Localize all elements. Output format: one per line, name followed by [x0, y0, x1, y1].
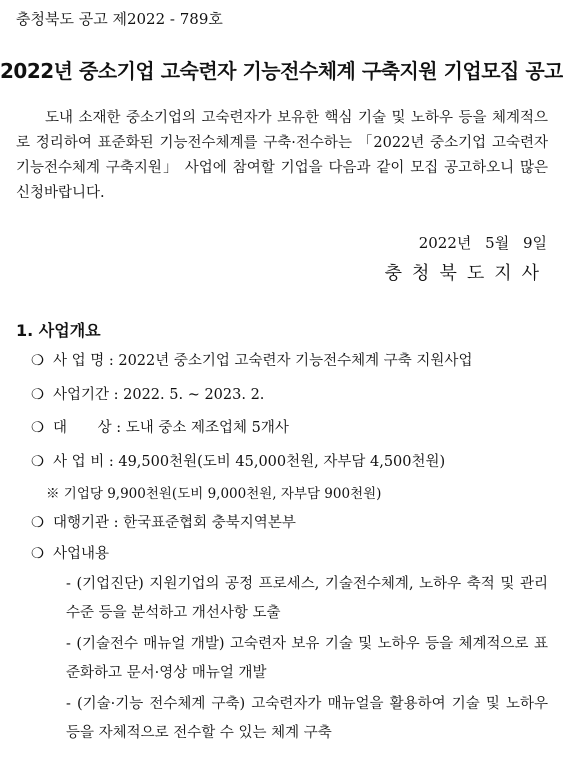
item-project-name: [31, 349, 472, 370]
circle-bullet-icon: ❍: [31, 515, 44, 531]
item-value: : 49,500천원(도비 45,000천원, 자부담 4,500천원): [108, 454, 446, 470]
item-project-period: [31, 383, 264, 404]
item-label: 사업기간: [53, 387, 110, 403]
item-label: 사 업 명: [53, 353, 105, 369]
item-budget: [31, 450, 445, 471]
circle-bullet-icon: ❍: [31, 420, 44, 436]
circle-bullet-icon: ❍: [31, 353, 44, 369]
item-content: [31, 542, 109, 563]
intro-text: 도내 소재한 중소기업의 고숙련자가 보유한 핵심 기술 및 노하우 등을 체계적으로 정리하여 표준화된 기능전수체계를 구축·전수하는 「2022년 중소기업 고숙련자 기능전수체계 구축지원」 사업에 참여할 기업을 다음과 같이 모집 공고하오니 많은 신청바랍니다.: [16, 110, 548, 201]
item-value: : 도내 중소 제조업체 5개사: [116, 420, 289, 436]
item-value: : 2022. 5. ~ 2023. 2.: [113, 387, 265, 403]
item-label: 사업내용: [53, 546, 110, 562]
issuer-name: 충청북도지사: [384, 263, 549, 284]
item-value: : 한국표준협회 충북지역본부: [113, 515, 296, 531]
item-label: 사 업 비: [53, 454, 105, 470]
item-value: : 2022년 중소기업 고숙련자 기능전수체계 구축 지원사업: [108, 353, 473, 369]
notice-number: 충청북도 공고 제2022 - 789호: [16, 10, 223, 28]
notice-date: 2022년 5월 9일: [418, 234, 547, 252]
item-label: 대행기관: [53, 515, 110, 531]
circle-bullet-icon: ❍: [31, 454, 44, 470]
item-label: 대 상: [53, 420, 112, 436]
budget-note: ※ 기업당 9,900천원(도비 9,000천원, 자부담 900천원): [46, 486, 382, 502]
page-title: 2022년 중소기업 고숙련자 기능전수체계 구축지원 기업모집 공고: [0, 59, 563, 83]
circle-bullet-icon: ❍: [31, 546, 44, 562]
section-heading: 1. 사업개요: [16, 321, 101, 340]
intro-paragraph: [16, 106, 548, 206]
detail-diagnosis: - (기업진단) 지원기업의 공정 프로세스, 기술전수체계, 노하우 축적 및 관리수준 등을 분석하고 개선사항 도출: [66, 576, 548, 621]
item-agency: [31, 511, 296, 532]
circle-bullet-icon: ❍: [31, 387, 44, 403]
item-target: [31, 416, 289, 437]
detail-manual: - (기술전수 매뉴얼 개발) 고숙련자 보유 기술 및 노하우 등을 체계적으로 표준화하고 문서·영상 매뉴얼 개발: [66, 636, 548, 681]
detail-transfer-system: - (기술·기능 전수체계 구축) 고숙련자가 매뉴얼을 활용하여 기술 및 노하우 등을 자체적으로 전수할 수 있는 체계 구축: [66, 696, 548, 741]
